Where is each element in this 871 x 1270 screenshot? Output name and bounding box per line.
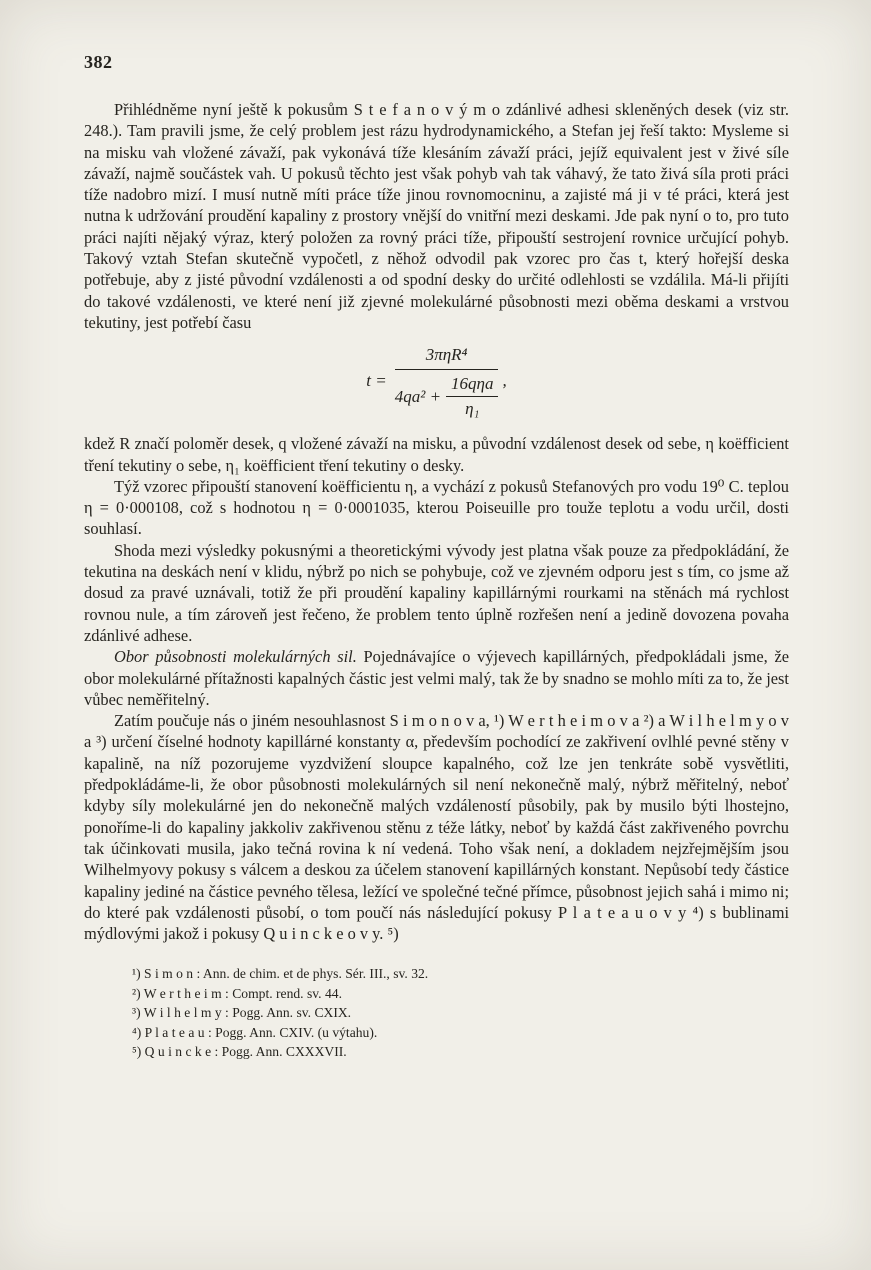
paragraph-molecular-forces xyxy=(84,646,789,710)
equals-sign: = xyxy=(375,371,387,391)
footnotes xyxy=(84,964,789,1062)
fraction-denominator xyxy=(395,370,499,419)
footnote-wertheim: ²) W e r t h e i m : Compt. rend. sv. 44. xyxy=(132,985,342,1001)
paragraph-capillary-constants: Zatím poučuje nás o jiném nesouhlasnost S i m o n o v a, ¹) W e r t h e i m o v a ²) a W i l h e l m y o v a ³) určení číselné hodnoty kapillárné konstanty α, především pochodící ze zakřivení ovlhlé pevné stěny v kapalině, na níž pozorujeme vyzdvižení sloupce kapalného, což lze jen tenkráte sobě vysvětliti, předpokládáme-li, že obor působnosti molekulárných sil není nekonečně malý, nýbrž měřitelný, neboť kdyby síly molekulárné jen do nekonečně malých vzdáleností působily, pak by musilo býti lhostejno, ponoříme-li do kapaliny jakkoliv zakřivenou stěnu z téže látky, neboť by každá část zakřiveného povrchu tak účinkovati musila, jako tečná rovina k ní vedená. Toho však není, a dokladem nejzřejmějším jsou Wilhelmyovy pokusy s válcem a deskou za účelem stanovení kapillárných konstant. Nepůsobí tedy částice kapaliny jediné na částice pevného tělesa, ležící ve společné tečné přímce, působnost jejich sahá i mimo ni; do které pak vzdálenosti působí, o tom poučí nás následující pokusy P l a t e a u o v y ⁴) s bublinami mýdlovými jakož i pokusy Q u i n c k e o v y. ⁵) xyxy=(84,711,789,944)
footnote-quincke: ⁵) Q u i n c k e : Pogg. Ann. CXXXVII. xyxy=(132,1044,347,1060)
denominator-term: 4qa² + xyxy=(394,386,442,406)
paragraph-symbol-definitions: kdež R značí poloměr desek, q vložené závaží na misku, a původní vzdálenost desek od sebe, η koëfficient tření tekutiny o sebe, η₁ koëfficient tření tekutiny o desky. xyxy=(84,434,789,475)
nested-numerator: 16qηa xyxy=(446,374,498,397)
nested-denominator: η₁ xyxy=(465,399,480,419)
paragraph-coefficient-values: Týž vzorec připouští stanovení koëfficientu η, a vychází z pokusů Stefanových pro vodu 19⁰ C. teplou η = 0·000108, což s hodnotou η = 0·0001035, kterou Poiseuille pro touže teplotu a vodu určil, dosti souhlasí. xyxy=(84,476,789,539)
main-fraction xyxy=(395,345,499,419)
paragraph-agreement-discussion: Shoda mezi výsledky pokusnými a theoretickými vývody jest platna však pouze za předpokládání, že tekutina na deskách není v klidu, nýbrž po nich se pohybuje, což ve zjevném odporu jest s tím, co jsme až dosud za pravé uznávali, totiž že při proudění kapaliny kapillárnými rourkami na stěnách má rychlost rovnou nule, a tím zároveň jest řečeno, že problem tento úplně rozřešen není a jedině dovozena povaha zdánlivé adhese. xyxy=(84,540,789,645)
footnote-simon: ¹) S i m o n : Ann. de chim. et de phys. Sér. III., sv. 32. xyxy=(132,966,429,982)
section-lead-rest: Pojednávajíce o výjevech kapillárných, předpokládali jsme, že obor molekulárné přítažnosti kapalných částic jest velmi malý, tak že by snadno se mohlo míti za to, že jest vůbec neměřitelný. xyxy=(84,647,789,709)
stefan-time-formula xyxy=(84,345,789,419)
formula-lhs xyxy=(366,371,386,390)
section-lead-italic: Obor působnosti molekulárných sil. xyxy=(114,647,357,667)
page-number: 382 xyxy=(84,52,113,72)
formula-variable-t: t xyxy=(366,371,371,391)
footnote-wilhelmy: ³) W i l h e l m y : Pogg. Ann. sv. CXIX. xyxy=(132,1005,352,1021)
fraction-numerator: 3πηR⁴ xyxy=(395,345,499,370)
formula-trailing-comma: , xyxy=(502,371,507,391)
nested-fraction xyxy=(446,374,498,419)
footnote-plateau: ⁴) P l a t e a u : Pogg. Ann. CXIV. (u výtahu). xyxy=(132,1024,378,1040)
text-block xyxy=(84,99,789,1062)
paragraph-stefan-experiments: Přihlédněme nyní ještě k pokusům S t e f a n o v ý m o zdánlivé adhesi skleněných desek (viz str. 248.). Tam pravili jsme, že celý problem jest rázu hydrodynamického, a Stefan jej řeší takto: Mysleme si na misku vah vložené závaží, pak vykonává tíže klesáním závaží práci, jejíž equivalent jest v živé síle závaží, najmě součástek vah. U pokusů těchto jest však pohyb vah tak váhavý, že tato živá síla proti práci tíže nadobro mizí. I musí nutně míti práce tíže jinou rovnomocninu, a zajisté má ji v té práci, která jest nutna k udržování proudění kapaliny z prostory vnější do vnitřní mezi deskami. Jde pak nyní o to, pro tuto práci najíti nějaký výraz, který položen za rovný práci tíže, připouští sestrojení rovnice určující pohyb. Takový vztah Stefan skutečně vypočetl, z něhož odvodil pak vzorec pro čas t, který hořejší deska potřebuje, aby z jisté původní vzdálenosti a od spodní desky do určité odlehlosti se vzdálila. Má-li přijíti do takové vzdálenosti, ve které není již zjevné molekulárné působnosti mezi oběma deskami a vrstvou tekutiny, jest potřebí času xyxy=(84,100,789,332)
